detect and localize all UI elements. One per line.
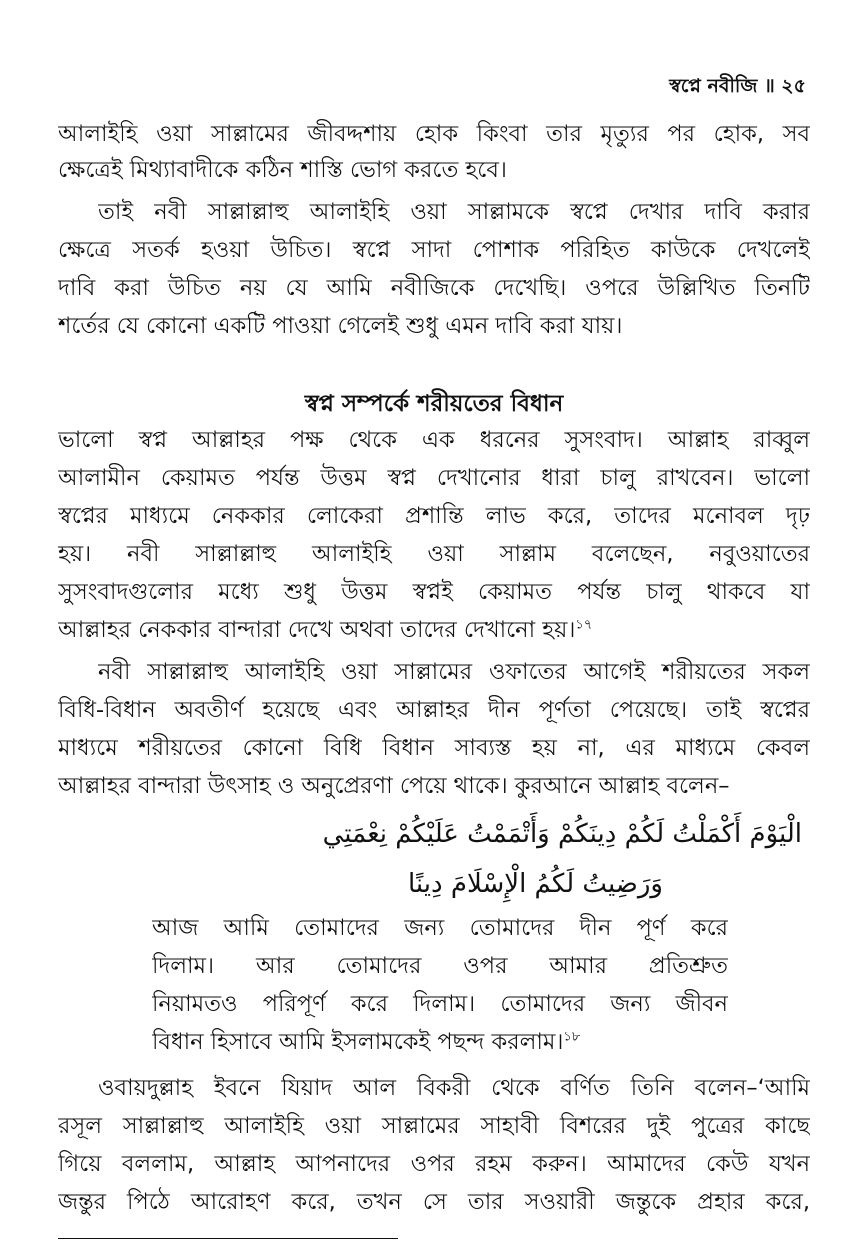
text-line: গিয়ে বললাম, আল্লাহ আপনাদের ওপর রহম করুন। আমাদের কেউ যখন bbox=[58, 1151, 810, 1177]
text-line: সুসংবাদগুলোর মধ্যে শুধু উত্তম স্বপ্নই কেয়ামত পর্যন্ত চালু থাকবে যা bbox=[58, 579, 810, 605]
arabic-verse-line: الْيَوْمَ أَكْمَلْتُ لَكُمْ دِينَكُمْ وَأَتْمَمْتُ عَلَيْكُمْ نِعْمَتِي bbox=[322, 819, 802, 849]
footnote-marker: ১৮ bbox=[563, 1029, 581, 1045]
text-line: ক্ষেত্রে সতর্ক হওয়া উচিত। স্বপ্নে সাদা পোশাক পরিহিত কাউকে দেখলেই bbox=[58, 237, 810, 263]
text-line: স্বপ্নের মাধ্যমে নেককার লোকেরা প্রশান্তি লাভ করে, তাদের মনোবল দৃঢ় bbox=[58, 503, 810, 529]
text-line-content: আল্লাহর নেককার বান্দারা দেখে অথবা তাদের দেখানো হয়। bbox=[58, 617, 576, 643]
translation-line-content: বিধান হিসাবে আমি ইসলামকেই পছন্দ করলাম। bbox=[152, 1029, 564, 1055]
arabic-verse-line: وَرَضِيتُ لَكُمُ الْإِسْلَامَ دِينًا bbox=[408, 869, 663, 899]
text-line: জন্তুর পিঠে আরোহণ করে, তখন সে তার সওয়ারী জন্তুকে প্রহার করে, bbox=[58, 1189, 810, 1215]
section-heading: স্বপ্ন সম্পর্কে শরীয়তের বিধান bbox=[304, 391, 564, 417]
translation-line: নিয়ামতও পরিপূর্ণ করে দিলাম। তোমাদের জন্য জীবন bbox=[152, 991, 728, 1017]
translation-line: আজ আমি তোমাদের জন্য তোমাদের দীন পূর্ণ করে bbox=[152, 915, 728, 941]
text-line: আলামীন কেয়ামত পর্যন্ত উত্তম স্বপ্ন দেখানোর ধারা চালু রাখবেন। ভালো bbox=[58, 465, 810, 491]
text-line: ক্ষেত্রেই মিথ্যাবাদীকে কঠিন শাস্তি ভোগ করতে হবে। bbox=[58, 157, 507, 183]
text-line: দাবি করা উচিত নয় যে আমি নবীজিকে দেখেছি। ওপরে উল্লিখিত তিনটি bbox=[58, 275, 810, 301]
text-line: বিধি-বিধান অবতীর্ণ হয়েছে এবং আল্লাহর দীন পূর্ণতা পেয়েছে। তাই স্বপ্নের bbox=[58, 697, 810, 723]
text-line: রসূল সাল্লাল্লাহু আলাইহি ওয়া সাল্লামের সাহাবী বিশরের দুই পুত্রের কাছে bbox=[58, 1113, 810, 1139]
text-line: ওবায়দুল্লাহ ইবনে যিয়াদ আল বিকরী থেকে বর্ণিত তিনি বলেন–‘আমি bbox=[98, 1075, 810, 1101]
text-line: হয়। নবী সাল্লাল্লাহু আলাইহি ওয়া সাল্লাম বলেছেন, নবুওয়াতের bbox=[58, 541, 810, 567]
text-line: ভালো স্বপ্ন আল্লাহর পক্ষ থেকে এক ধরনের সুসংবাদ। আল্লাহ রাব্বুল bbox=[58, 427, 810, 453]
text-line: আল্লাহর বান্দারা উৎসাহ ও অনুপ্রেরণা পেয়ে থাকে। কুরআনে আল্লাহ বলেন– bbox=[58, 773, 730, 799]
text-line bbox=[58, 612, 810, 648]
footnote-separator bbox=[58, 1238, 398, 1239]
text-line: শর্তের যে কোনো একটি পাওয়া গেলেই শুধু এমন দাবি করা যায়। bbox=[58, 313, 623, 339]
translation-line bbox=[152, 1024, 728, 1060]
text-line: মাধ্যমে শরীয়তের কোনো বিধি বিধান সাব্যস্ত হয় না, এর মাধ্যমে কেবল bbox=[58, 735, 810, 761]
text-line: নবী সাল্লাল্লাহু আলাইহি ওয়া সাল্লামের ওফাতের আগেই শরীয়তের সকল bbox=[98, 659, 810, 685]
footnote-marker: ১৭ bbox=[575, 617, 593, 633]
text-line: তাই নবী সাল্লাল্লাহু আলাইহি ওয়া সাল্লামকে স্বপ্নে দেখার দাবি করার bbox=[98, 199, 810, 225]
running-header: স্বপ্নে নবীজি ॥ ২৫ bbox=[669, 75, 806, 97]
translation-line: দিলাম। আর তোমাদের ওপর আমার প্রতিশ্রুত bbox=[152, 953, 728, 979]
text-line: আলাইহি ওয়া সাল্লামের জীবদ্দশায় হোক কিংবা তার মৃত্যুর পর হোক, সব bbox=[58, 121, 810, 147]
